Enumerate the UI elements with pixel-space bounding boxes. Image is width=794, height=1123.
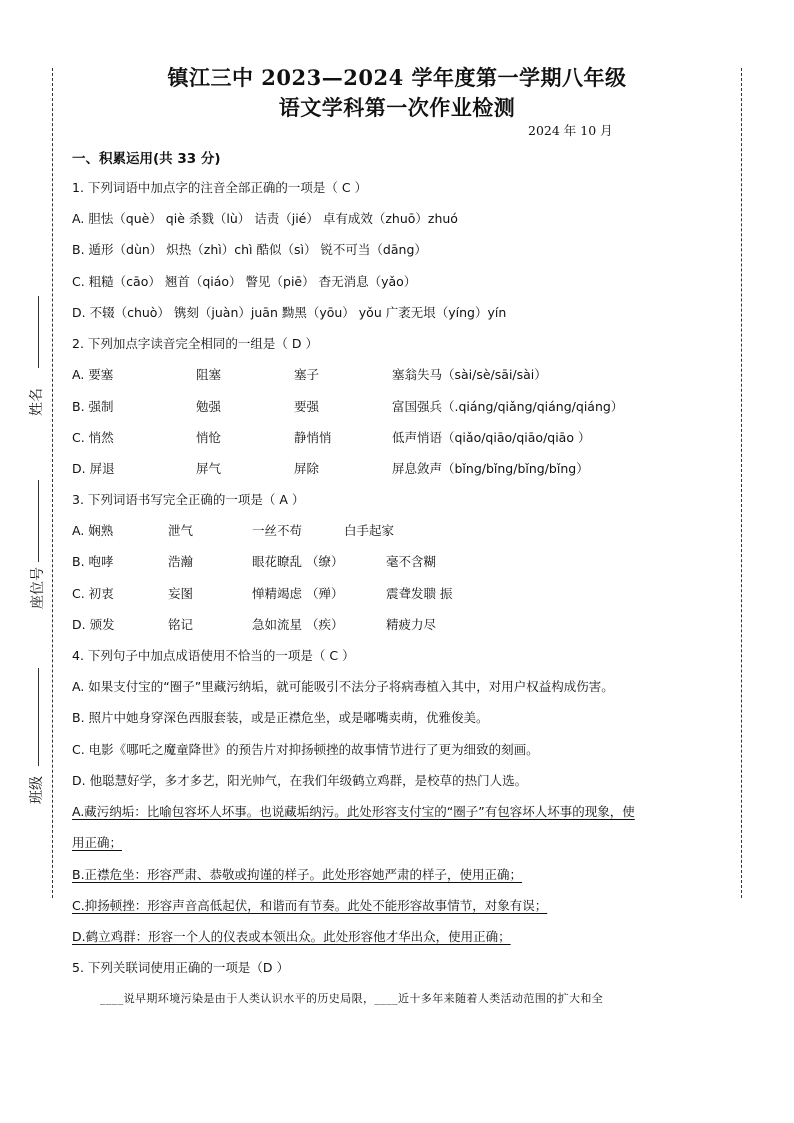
q3-row-c-word4: 震聋发聩 振 bbox=[386, 586, 453, 601]
q2-row-a-word4: 塞翁失马（sài/sè/sāi/sài） bbox=[392, 367, 547, 382]
q3-row-d-word3: 急如流星 （疾） bbox=[252, 617, 344, 632]
exam-date: 2024 年 10 月 bbox=[528, 123, 613, 138]
q4-explanation-a: A.藏污纳垢：比喻包容坏人坏事。也说藏垢纳污。此处形容支付宝的“圈子”有包容坏人坏事的现象，使 bbox=[72, 804, 635, 819]
right-dashed-line bbox=[741, 68, 742, 898]
binding-dashed-line bbox=[52, 68, 53, 898]
q3-row-c-word2: 妄图 bbox=[168, 586, 194, 601]
q3-row-b-word4: 毫不含糊 bbox=[386, 554, 437, 569]
q3-stem: 3. 下列词语书写完全正确的一项是（ A ） bbox=[72, 492, 305, 507]
q2-row-b-word1: B. 强制 bbox=[72, 399, 114, 414]
q1-option-a: A. 胆怯（què） qiè 杀戮（lù） 诘责（jié） 卓有成效（zhuō）zhuó bbox=[72, 211, 458, 226]
q3-row-c-word3: 惮精竭虑 （殚） bbox=[252, 586, 344, 601]
q3-row-c-word1: C. 初衷 bbox=[72, 586, 114, 601]
q3-row-a-word3: 一丝不苟 bbox=[252, 523, 303, 538]
q2-row-b-word3: 要强 bbox=[294, 399, 320, 414]
q2-row-c-word4: 低声悄语（qiǎo/qiāo/qiāo/qiāo ） bbox=[392, 430, 591, 445]
q2-stem: 2. 下列加点字读音完全相同的一组是（ D ） bbox=[72, 336, 318, 351]
q1-option-d: D. 不辍（chuò） 镌刻（juàn）juān 黝黑（yōu） yǒu 广袤无垠（yíng）yín bbox=[72, 305, 507, 320]
q3-row-d-word4: 精疲力尽 bbox=[386, 617, 437, 632]
q1-option-c: C. 粗糙（cāo） 翘首（qiáo） 瞥见（piē） 杳无消息（yǎo） bbox=[72, 274, 417, 289]
q4-option-b: B. 照片中她身穿深色西服套装，或是正襟危坐，或是嘟嘴卖萌，优雅俊美。 bbox=[72, 710, 489, 725]
q4-option-c: C. 电影《哪吒之魔童降世》的预告片对抑扬顿挫的故事情节进行了更为细致的刻画。 bbox=[72, 742, 539, 757]
name-blank[interactable] bbox=[38, 296, 39, 368]
q4-explanation-b: B.正襟危坐：形容严肃、恭敬或拘谨的样子。此处形容她严肃的样子，使用正确； bbox=[72, 867, 523, 882]
q3-row-d-word1: D. 颁发 bbox=[72, 617, 115, 632]
q4-stem: 4. 下列句子中加点成语使用不恰当的一项是（ C ） bbox=[72, 648, 355, 663]
class-label: 班级 bbox=[29, 776, 45, 804]
q3-row-b-word3: 眼花瞭乱 （缭） bbox=[252, 554, 344, 569]
q3-row-b-word1: B. 咆哮 bbox=[72, 554, 114, 569]
q3-row-a-word1: A. 娴熟 bbox=[72, 523, 114, 538]
q2-row-c-word1: C. 悄然 bbox=[72, 430, 114, 445]
section-heading: 一、积累运用(共 33 分) bbox=[72, 151, 221, 167]
q4-explanation-a-cont: 用正确； bbox=[72, 835, 123, 850]
q3-row-d-word2: 铭记 bbox=[168, 617, 194, 632]
exam-title-line2: 语文学科第一次作业检测 bbox=[278, 95, 516, 120]
q4-option-d: D. 他聪慧好学，多才多艺，阳光帅气，在我们年级鹤立鸡群，是校草的热门人选。 bbox=[72, 773, 528, 788]
seat-label: 座位号 bbox=[30, 567, 46, 609]
q4-explanation-c: C.抑扬顿挫：形容声音高低起伏，和谐而有节奏。此处不能形容故事情节，对象有误； bbox=[72, 898, 548, 913]
q2-row-c-word3: 静悄悄 bbox=[294, 430, 332, 445]
exam-title-line1: 镇江三中 2023—2024 学年度第一学期八年级 bbox=[167, 65, 627, 90]
q2-row-c-word2: 悄怆 bbox=[196, 430, 222, 445]
q5-stem: 5. 下列关联词使用正确的一项是（D ） bbox=[72, 960, 289, 975]
q2-row-b-word4: 富国强兵（.qiáng/qiǎng/qiáng/qiáng） bbox=[392, 399, 624, 414]
seat-blank[interactable] bbox=[38, 480, 39, 562]
q3-row-a-word2: 泄气 bbox=[168, 523, 194, 538]
name-label: 姓名 bbox=[29, 388, 45, 416]
q4-option-a: A. 如果支付宝的“圈子”里藏污纳垢，就可能吸引不法分子将病毒植入其中，对用户权益构成伤害。 bbox=[72, 679, 614, 694]
q2-row-a-word1: A. 要塞 bbox=[72, 367, 114, 382]
q2-row-d-word3: 屏除 bbox=[294, 461, 320, 476]
q2-row-d-word2: 屏气 bbox=[196, 461, 222, 476]
q4-explanation-d: D.鹤立鸡群：形容一个人的仪表或本领出众。此处形容他才华出众，使用正确； bbox=[72, 929, 511, 944]
q5-passage: ____说早期环境污染是由于人类认识水平的历史局限，____近十多年来随着人类活动范围的扩大和全 bbox=[100, 992, 604, 1005]
q2-row-d-word1: D. 屏退 bbox=[72, 461, 115, 476]
q2-row-a-word3: 塞子 bbox=[294, 367, 320, 382]
q2-row-a-word2: 阻塞 bbox=[196, 367, 222, 382]
q1-option-b: B. 遁形（dùn） 炽热（zhì）chì 酷似（sì） 锐不可当（dāng） bbox=[72, 242, 427, 257]
q2-row-d-word4: 屏息敛声（bǐng/bǐng/bǐng/bǐng） bbox=[392, 461, 589, 476]
q3-row-a-word4: 白手起家 bbox=[344, 523, 395, 538]
q1-stem: 1. 下列词语中加点字的注音全部正确的一项是（ C ） bbox=[72, 180, 368, 195]
q3-row-b-word2: 浩瀚 bbox=[168, 554, 194, 569]
q2-row-b-word2: 勉强 bbox=[196, 399, 222, 414]
class-blank[interactable] bbox=[38, 668, 39, 766]
